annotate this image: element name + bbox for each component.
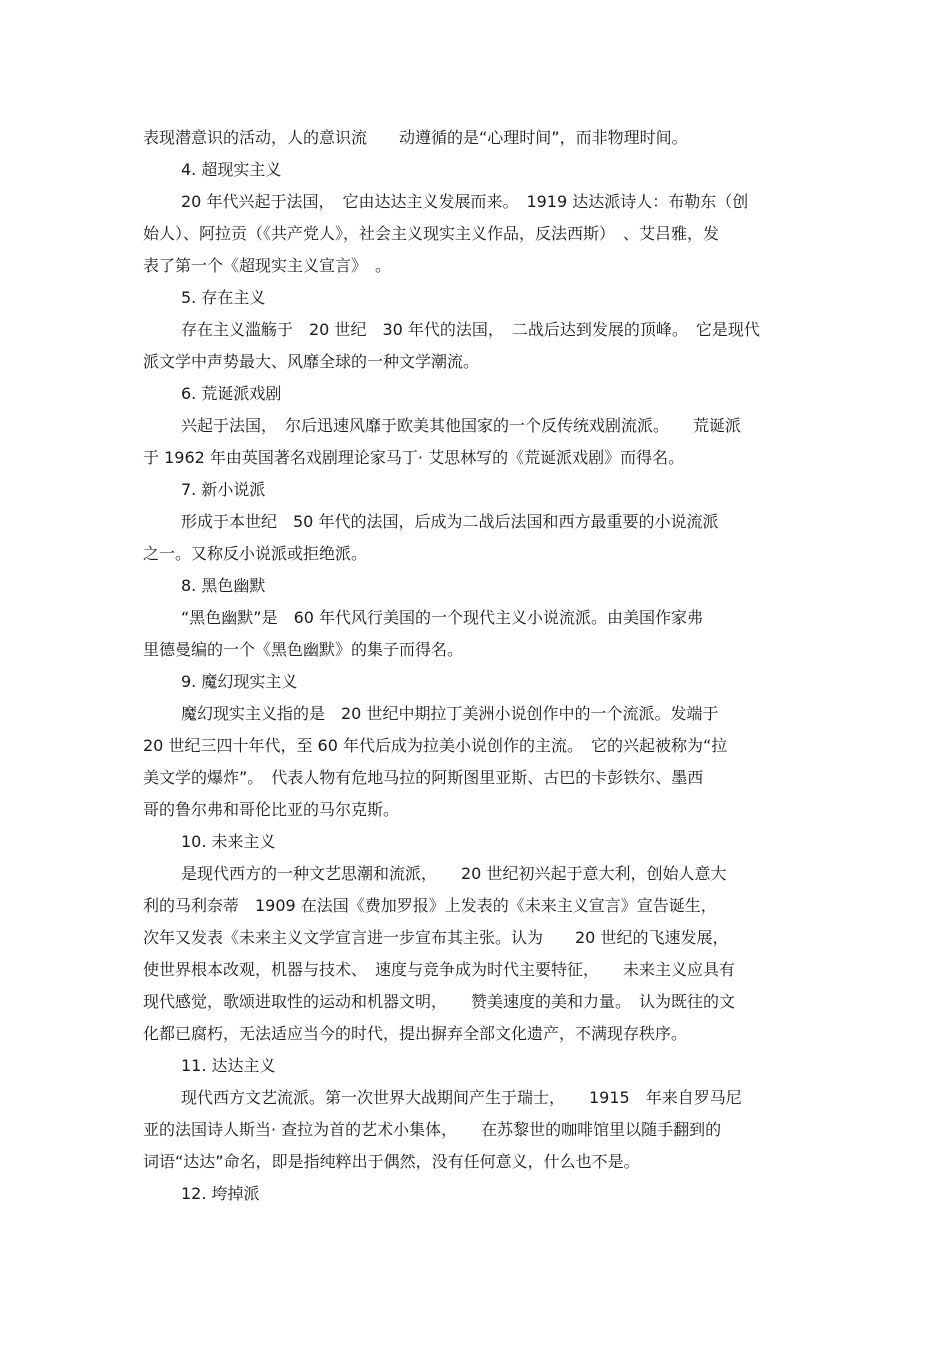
paragraph-line: 形成于本世纪 50 年代的法国，后成为二战后法国和西方最重要的小说流派: [181, 512, 719, 531]
paragraph-line: 美文学的爆炸”。 代表人物有危地马拉的阿斯图里亚斯、古巴的卡彭铁尔、墨西: [143, 768, 704, 787]
paragraph-line: 化都已腐朽，无法适应当今的时代，提出摒弃全部文化遗产，不满现存秩序。: [143, 1024, 688, 1043]
paragraph-line: 兴起于法国， 尔后迅速风靡于欧美其他国家的一个反传统戏剧流派。 荒诞派: [181, 416, 742, 435]
paragraph-line: 哥的鲁尔弗和哥伦比亚的马尔克斯。: [143, 800, 400, 819]
section-heading: 10. 未来主义: [181, 832, 276, 851]
document-body: [143, 122, 808, 1210]
section-heading: 7. 新小说派: [181, 480, 266, 499]
paragraph-line: 是现代西方的一种文艺思潮和流派， 20 世纪初兴起于意大利，创始人意大: [181, 864, 727, 883]
paragraph-line: 现代西方文艺流派。第一次世界大战期间产生于瑞士， 1915 年来自罗马尼: [181, 1088, 742, 1107]
paragraph-line: 20 年代兴起于法国， 它由达达主义发展而来。 1919 达达派诗人：布勒东（创: [181, 192, 749, 211]
section-heading: 4. 超现实主义: [181, 160, 282, 179]
paragraph-line: 里德曼编的一个《黑色幽默》的集子而得名。: [143, 640, 464, 659]
paragraph-line: 表现潜意识的活动，人的意识流 动遵循的是“心理时间”，而非物理时间。: [143, 128, 688, 147]
paragraph-line: 于 1962 年由英国著名戏剧理论家马丁· 艾思林写的《荒诞派戏剧》而得名。: [143, 448, 685, 467]
paragraph-line: 之一。又称反小说派或拒绝派。: [143, 544, 368, 563]
section-heading: 5. 存在主义: [181, 288, 266, 307]
paragraph-line: 存在主义滥觞于 20 世纪 30 年代的法国， 二战后达到发展的顶峰。 它是现代: [181, 320, 760, 339]
paragraph-line: 始人）、阿拉贡（《共产党人》，社会主义现实主义作品，反法西斯） 、艾吕雅，发: [143, 224, 720, 243]
paragraph-line: 派文学中声势最大、风靡全球的一种文学潮流。: [143, 352, 480, 371]
section-heading: 8. 黑色幽默: [181, 576, 266, 595]
paragraph-line: 表了第一个《超现实主义宣言》 。: [143, 256, 392, 275]
paragraph-line: 现代感觉，歌颂进取性的运动和机器文明， 赞美速度的美和力量。 认为既往的文: [143, 992, 736, 1011]
paragraph-line: 魔幻现实主义指的是 20 世纪中期拉丁美洲小说创作中的一个流派。发端于: [181, 704, 719, 723]
paragraph-line: 使世界根本改观，机器与技术、 速度与竞争成为时代主要特征， 未来主义应具有: [143, 960, 736, 979]
section-heading: 11. 达达主义: [181, 1056, 276, 1075]
paragraph-line: 20 世纪三四十年代，至 60 年代后成为拉美小说创作的主流。 它的兴起被称为“拉: [143, 736, 728, 755]
section-heading: 12. 垮掉派: [181, 1184, 260, 1203]
paragraph-line: 利的马利奈蒂 1909 在法国《费加罗报》上发表的《未来主义宣言》宣告诞生，: [143, 896, 717, 915]
paragraph-line: “黑色幽默”是 60 年代风行美国的一个现代主义小说流派。由美国作家弗: [181, 608, 704, 627]
paragraph-line: 亚的法国诗人斯当· 查拉为首的艺术小集体， 在苏黎世的咖啡馆里以随手翻到的: [143, 1120, 722, 1139]
paragraph-line: 次年又发表《未来主义文学宣言进一步宣布其主张。认为 20 世纪的飞速发展，: [143, 928, 729, 947]
section-heading: 9. 魔幻现实主义: [181, 672, 298, 691]
section-heading: 6. 荒诞派戏剧: [181, 384, 282, 403]
paragraph-line: 词语“达达”命名，即是指纯粹出于偶然，没有任何意义，什么也不是。: [143, 1152, 640, 1171]
